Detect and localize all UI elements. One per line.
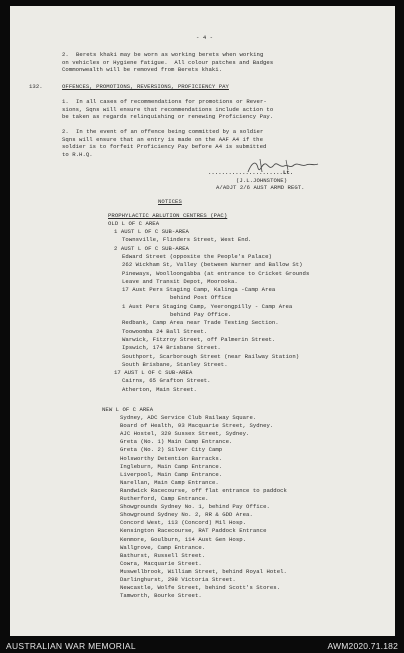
section-p1-line-2: sions, Sqns will ensure that recommendations include action to bbox=[62, 105, 274, 113]
notices-heading: NOTICES bbox=[158, 198, 182, 205]
new-loc-item: Newcastle, Wolfe Street, behind Scott's Stores. bbox=[120, 584, 281, 592]
old-loc-item: 2 AUST L OF C SUB-AREA bbox=[114, 244, 189, 252]
new-loc-item: Showgrounds Sydney No. 1, behind Pay Office. bbox=[120, 503, 270, 511]
old-loc-item: Redbank, Camp Area near Trade Testing Section. bbox=[122, 319, 279, 327]
section-p1-line-3: be taken as regards relinquishing or renewing Proficiency Pay. bbox=[62, 113, 274, 121]
page-number: - 4 - bbox=[196, 34, 214, 41]
new-loc-item: Sydney, ADC Service Club Railway Square. bbox=[120, 414, 257, 421]
new-loc-item: Wallgrove, Camp Entrance. bbox=[120, 543, 206, 551]
new-loc-item: Cowra, Macquarie Street. bbox=[120, 559, 202, 567]
new-loc-item: Holsworthy Detention Barracks. bbox=[120, 454, 223, 462]
new-loc-item: Narellan, Main Camp Entrance. bbox=[120, 478, 219, 486]
signature-title: A/ADJT 2/6 AUST ARMD REGT. bbox=[216, 184, 305, 192]
old-loc-item: Townsville, Flinders Street, West End. bbox=[122, 236, 252, 244]
document-page bbox=[10, 6, 395, 636]
old-loc-item: 17 Aust Pers Staging Camp, Kalinga -Camp Area bbox=[122, 286, 276, 294]
old-loc-item: Warwick, Fitzroy Street, off Palmerin Street. bbox=[122, 335, 276, 343]
old-loc-item: Cairns, 65 Grafton Street. bbox=[122, 377, 211, 385]
section-p1-number: 1. bbox=[62, 98, 69, 105]
section-title: OFFENCES, PROMOTIONS, REVERSIONS, PROFICIENCY PAY bbox=[62, 83, 229, 90]
new-loc-item: Darlinghurst, 298 Victoria Street. bbox=[120, 576, 236, 583]
new-loc-item: Liverpool, Main Camp Entrance. bbox=[120, 470, 223, 478]
old-loc-item: Toowoomba 24 Ball Street. bbox=[122, 327, 208, 335]
new-loc-item: AJC Hostel, 320 Sussex Street, Sydney. bbox=[120, 430, 250, 438]
new-loc-heading: NEW L OF C AREA bbox=[102, 406, 154, 413]
old-loc-item: Ipswich, 174 Brisbane Street. bbox=[122, 344, 221, 352]
old-loc-item: Pineways, Woolloongabba (at entrance to Cricket Grounds bbox=[122, 269, 310, 277]
old-loc-heading: OLD L OF C AREA bbox=[108, 220, 160, 227]
para-2-line-1: Berets khaki may be worn as working berets when working bbox=[76, 51, 264, 58]
para-2-line-3: Commonwealth will be removed from Berets khaki. bbox=[62, 66, 223, 74]
section-p1-line-1: In all cases of recommendations for promotions or Rever- bbox=[76, 98, 267, 105]
signature-name: (J.L.JOHNSTONE) bbox=[236, 176, 288, 184]
old-loc-item: Southport, Scarborough Street (near Railway Station) bbox=[122, 352, 300, 360]
section-p2-number: 2. bbox=[62, 128, 69, 135]
new-loc-item: Concord West, 113 (Concord) Mil Hosp. bbox=[120, 519, 247, 527]
old-loc-item: 17 AUST L OF C SUB-AREA bbox=[114, 369, 193, 377]
new-loc-item: Greta (No. 2) Silver City Camp bbox=[120, 446, 223, 454]
para-2-line-2: on vehicles or Hygiene fatigue. All colour patches and Badges bbox=[62, 58, 274, 66]
new-loc-item: Kensington Racecourse, RAT Paddock Entrance bbox=[120, 527, 267, 535]
new-loc-item: Randwick Racecourse, off flat entrance to paddock bbox=[120, 486, 287, 494]
signature-line: ......................Lt. bbox=[208, 169, 294, 176]
section-number: 132. bbox=[29, 83, 43, 90]
old-loc-item: South Brisbane, Stanley Street. bbox=[122, 360, 228, 368]
footer-accession-number: AWM2020.71.182 bbox=[327, 641, 398, 651]
old-loc-item: Leave and Transit Depot, Moorooka. bbox=[122, 277, 238, 285]
new-loc-item: Muswellbrook, William Street, behind Royal Hotel. bbox=[120, 567, 287, 575]
new-loc-item: Bathurst, Russell Street. bbox=[120, 551, 206, 559]
new-loc-item: Tamworth, Bourke Street. bbox=[120, 592, 202, 600]
old-loc-item: Atherton, Main Street. bbox=[122, 385, 197, 393]
old-loc-item: behind Post Office bbox=[170, 294, 232, 302]
old-loc-item: Edward Street (opposite the People's Palace) bbox=[122, 252, 272, 260]
old-loc-item: 1 AUST L OF C SUB-AREA bbox=[114, 228, 189, 235]
notices-subheading: PROPHYLACTIC ABLUTION CENTRES (PAC) bbox=[108, 212, 228, 219]
new-loc-item: Showground Sydney No. 2, RR & GDD Area. bbox=[120, 511, 253, 519]
section-p2-line-1: In the event of an offence being committed by a soldier bbox=[76, 128, 264, 135]
section-p2-line-3: soldier is to forfeit Proficiency Pay before A4 is submitted bbox=[62, 143, 267, 151]
new-loc-item: Ingleburn, Main Camp Entrance. bbox=[120, 462, 223, 470]
new-loc-item: Rutherford, Camp Entrance. bbox=[120, 495, 209, 502]
new-loc-item: Greta (No. 1) Main Camp Entrance. bbox=[120, 438, 233, 446]
old-loc-item: 262 Wickham St, Valley (between Warner and Ballow St) bbox=[122, 261, 303, 269]
section-p2-line-2: Sqns will ensure that an entry is made on the AAF A4 if the bbox=[62, 135, 264, 143]
para-2-number: 2. bbox=[62, 51, 69, 58]
footer-institution: AUSTRALIAN WAR MEMORIAL bbox=[6, 641, 136, 651]
footer-bar bbox=[0, 636, 404, 653]
new-loc-item: Kenmore, Goulburn, 114 Aust Gen Hosp. bbox=[120, 535, 247, 543]
section-p2-line-4: to R.H.Q. bbox=[62, 150, 93, 158]
new-loc-item: Board of Health, 93 Macquarie Street, Sydney. bbox=[120, 422, 274, 430]
old-loc-item: behind Pay Office. bbox=[170, 311, 232, 318]
old-loc-item: 1 Aust Pers Staging Camp, Yeerongpilly - Camp Area bbox=[122, 302, 293, 310]
